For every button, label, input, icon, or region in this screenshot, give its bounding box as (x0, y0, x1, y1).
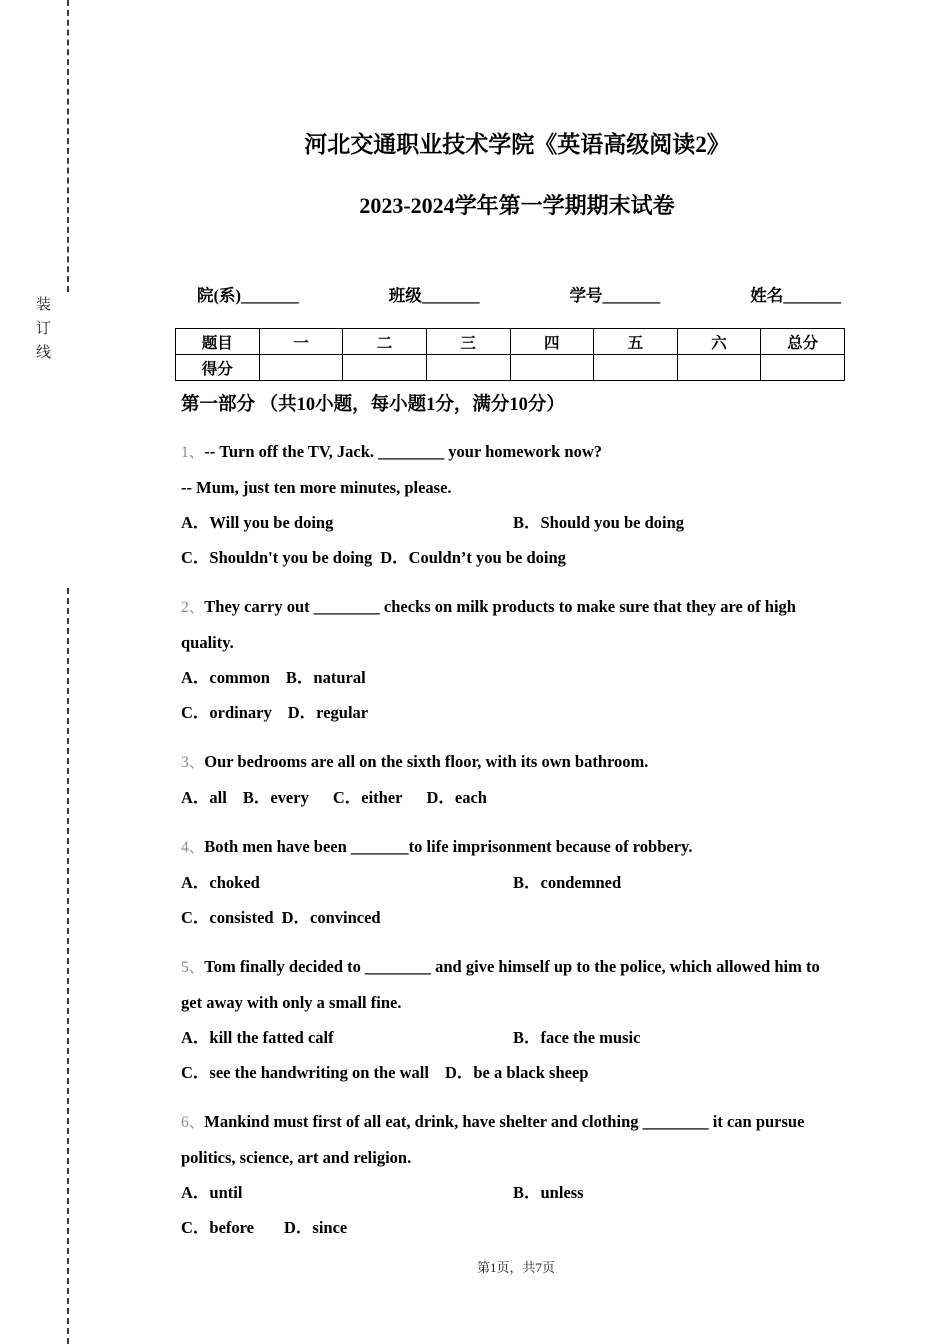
question-text: -- Turn off the TV, Jack. ________ your homework now? (204, 442, 602, 461)
score-table-header-row (176, 329, 845, 355)
score-cell-empty (259, 355, 343, 381)
score-cell-empty (343, 355, 427, 381)
question-number: 2、 (181, 599, 205, 616)
question-number: 5、 (181, 959, 205, 976)
option-b: B．natural (285, 668, 366, 687)
score-cell-empty (594, 355, 678, 381)
question-text: Mankind must first of all eat, drink, have shelter and clothing ________ it can pursue (204, 1112, 805, 1131)
field-student-id-blank: 学号_______ (569, 286, 661, 305)
question-number: 6、 (181, 1114, 205, 1131)
page-footer: 第1页，共7页 (476, 1260, 555, 1275)
field-name-blank: 姓名_______ (750, 286, 841, 305)
option-b: B．unless (513, 1183, 584, 1202)
options-row (181, 1210, 853, 1245)
option-c: C．see the handwriting on the wall (181, 1063, 429, 1082)
score-cell-empty (677, 355, 761, 381)
score-table-header-cell: 六 (677, 329, 761, 355)
option-c: C．Shouldn't you be doing (181, 548, 373, 567)
score-table-header-cell: 五 (594, 329, 678, 355)
question-text: politics, science, art and religion. (181, 1148, 412, 1167)
field-department-blank: 院(系)_______ (197, 286, 299, 305)
option-b: B．every (242, 788, 309, 807)
binding-dashed-line-top (67, 0, 69, 292)
option-c: C．ordinary (181, 703, 272, 722)
question-5 (181, 949, 853, 1090)
score-table (175, 328, 845, 381)
option-d: D．be a black sheep (444, 1063, 589, 1082)
option-d: D．convinced (281, 908, 381, 927)
option-a: A．choked (181, 873, 260, 892)
question-stem-line (181, 1104, 853, 1140)
options-row (181, 540, 853, 575)
question-stem-line (181, 744, 853, 780)
question-stem-line (181, 434, 853, 470)
option-b: B．Should you be doing (513, 513, 685, 532)
score-table-header-cell: 一 (259, 329, 343, 355)
question-1 (181, 434, 853, 575)
question-stem-line (181, 829, 853, 865)
question-3 (181, 744, 853, 815)
option-a: A．Will you be doing (181, 513, 334, 532)
option-c: C．before (181, 1218, 255, 1237)
question-stem-line (181, 985, 853, 1020)
exam-title-line1: 河北交通职业技术学院《英语高级阅读2》 (304, 132, 730, 157)
option-d: D．since (284, 1218, 348, 1237)
score-cell-empty (761, 355, 845, 381)
options-row (181, 780, 853, 815)
question-text: Tom finally decided to ________ and give himself up to the police, which allowed him to (204, 957, 820, 976)
exam-title-line2: 2023-2024学年第一学期期末试卷 (359, 193, 675, 218)
options-row (181, 1020, 853, 1055)
question-stem-line (181, 470, 853, 505)
options-row (181, 695, 853, 730)
option-d: D．Couldn’t you be doing (380, 548, 566, 567)
score-table-header-cell: 四 (510, 329, 594, 355)
question-4 (181, 829, 853, 935)
section-title: 第一部分 （共10小题，每小题1分，满分10分） (181, 395, 565, 415)
score-table-header-cell: 总分 (761, 329, 845, 355)
score-cell-empty (510, 355, 594, 381)
question-text: -- Mum, just ten more minutes, please. (181, 478, 452, 497)
question-number: 1、 (181, 444, 205, 461)
option-a: A．until (181, 1183, 243, 1202)
question-stem-line (181, 1140, 853, 1175)
question-text: They carry out ________ checks on milk products to make sure that they are of high (204, 597, 796, 616)
option-a: A．kill the fatted calf (181, 1028, 334, 1047)
question-stem-line (181, 949, 853, 985)
question-number: 3、 (181, 754, 205, 771)
options-row (181, 660, 853, 695)
score-table-header-cell: 三 (426, 329, 510, 355)
score-table-header-cell: 二 (343, 329, 427, 355)
question-6 (181, 1104, 853, 1245)
option-a: A．common (181, 668, 270, 687)
question-text: get away with only a small fine. (181, 993, 402, 1012)
question-number: 4、 (181, 839, 205, 856)
option-a: A．all (181, 788, 227, 807)
question-stem-line (181, 589, 853, 625)
binding-line-label: 装订线 (34, 296, 50, 368)
question-text: Both men have been _______to life imprisonment because of robbery. (204, 837, 693, 856)
question-2 (181, 589, 853, 730)
option-c: C．consisted (181, 908, 274, 927)
question-text: quality. (181, 633, 234, 652)
option-b: B．condemned (513, 873, 622, 892)
option-d: D．each (426, 788, 487, 807)
options-row (181, 865, 853, 900)
question-stem-line (181, 625, 853, 660)
score-table-score-row (176, 355, 845, 381)
score-table-header-cell: 题目 (176, 329, 260, 355)
exam-content (181, 0, 853, 1245)
options-row (181, 1175, 853, 1210)
options-row (181, 1055, 853, 1090)
student-info-row (197, 282, 841, 306)
field-class-blank: 班级_______ (388, 286, 480, 305)
question-text: Our bedrooms are all on the sixth floor, with its own bathroom. (204, 752, 649, 771)
option-b: B．face the music (513, 1028, 641, 1047)
options-row (181, 505, 853, 540)
score-row-label: 得分 (176, 355, 260, 381)
options-row (181, 900, 853, 935)
binding-dashed-line-bottom (67, 588, 69, 1344)
option-d: D．regular (287, 703, 369, 722)
option-c: C．either (332, 788, 403, 807)
score-cell-empty (426, 355, 510, 381)
